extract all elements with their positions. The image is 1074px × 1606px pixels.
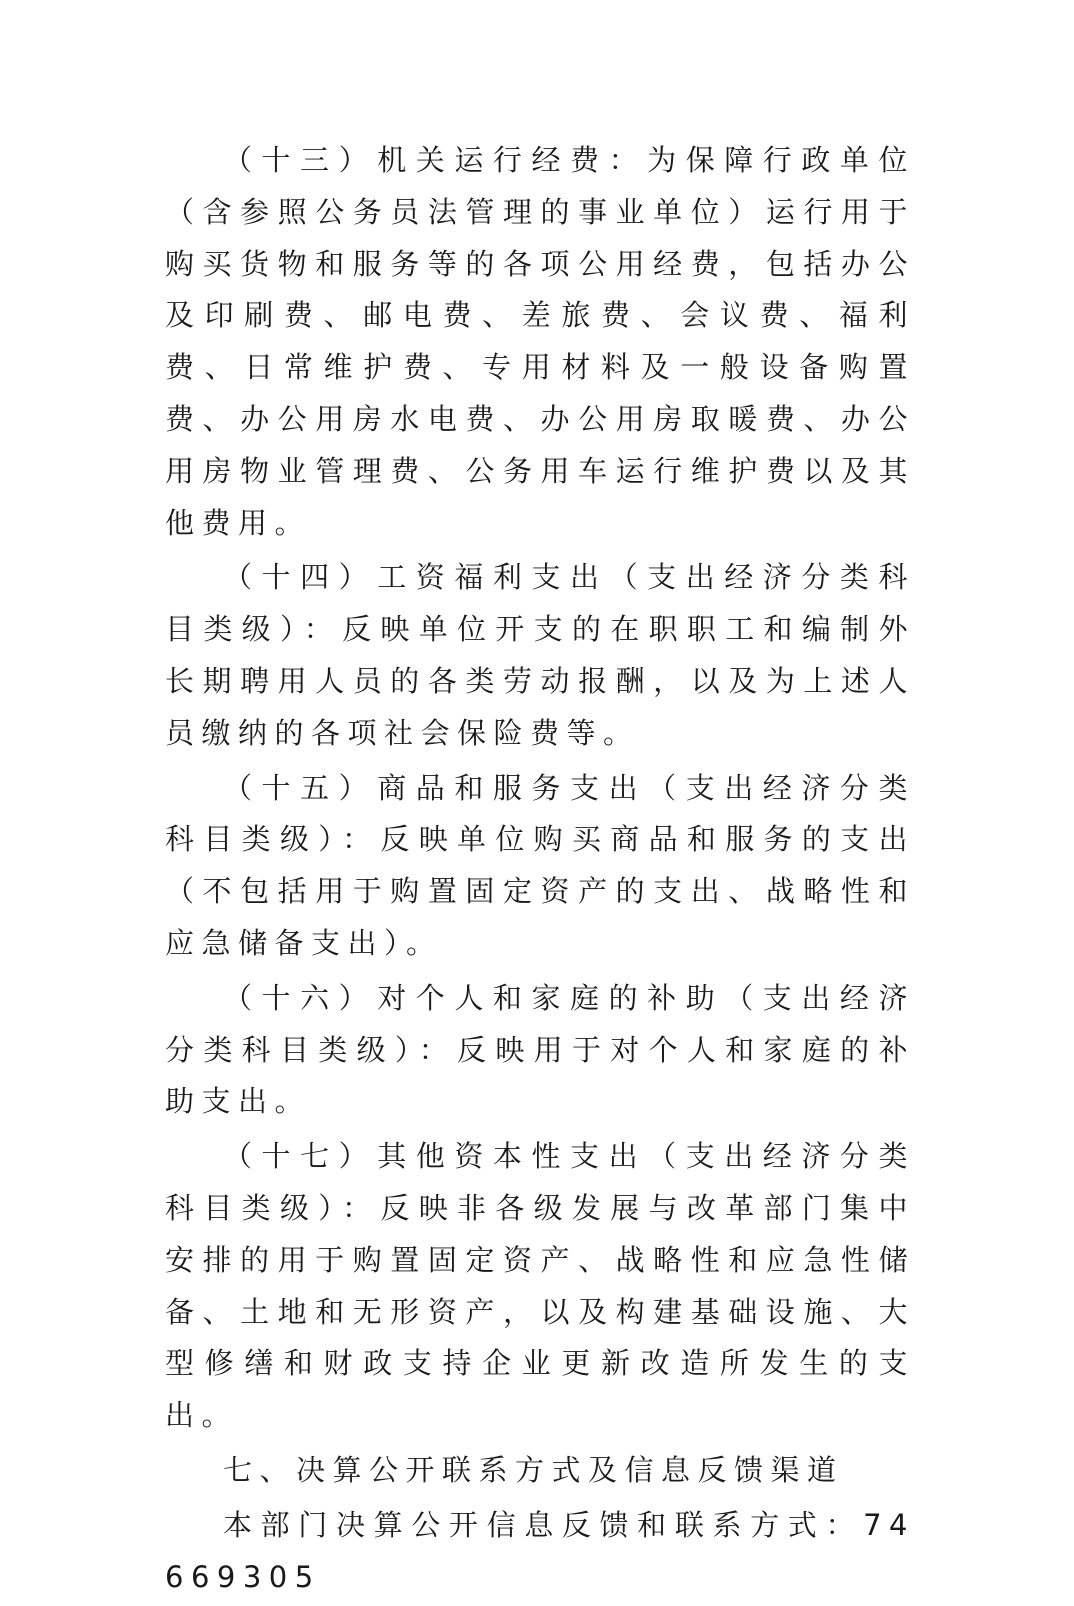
paragraph-item-16: （十六）对个人和家庭的补助（支出经济分类科目类级）：反映用于对个人和家庭的补助支出。 (165, 980, 915, 1119)
section-heading: 七、决算公开联系方式及信息反馈渠道 (223, 1452, 844, 1487)
contact-line: 本部门决算公开信息反馈和联系方式：74669305 (165, 1507, 915, 1594)
paragraph-item-14: （十四）工资福利支出（支出经济分类科目类级）：反映单位开支的在职职工和编制外长期聘用人员的各类劳动报酬，以及为上述人员缴纳的各项社会保险费等。 (165, 560, 915, 750)
document-body (165, 135, 915, 1606)
paragraph-item-13: （十三）机关运行经费：为保障行政单位（含参照公务员法管理的事业单位）运行用于购买货物和服务等的各项公用经费，包括办公及印刷费、邮电费、差旅费、会议费、福利费、日常维护费、专用材料及一般设备购置费、办公用房水电费、办公用房取暖费、办公用房物业管理费、公务用车运行维护费以及其他费用。 (165, 143, 915, 540)
paragraph-item-17: （十七）其他资本性支出（支出经济分类科目类级）：反映非各级发展与改革部门集中安排的用于购置固定资产、战略性和应急性储备、土地和无形资产，以及构建基础设施、大型修缮和财政支持企业更新改造所发生的支出。 (165, 1139, 915, 1433)
paragraph-item-15: （十五）商品和服务支出（支出经济分类科目类级）：反映单位购买商品和服务的支出（不包括用于购置固定资产的支出、战略性和应急储备支出）。 (165, 770, 915, 960)
